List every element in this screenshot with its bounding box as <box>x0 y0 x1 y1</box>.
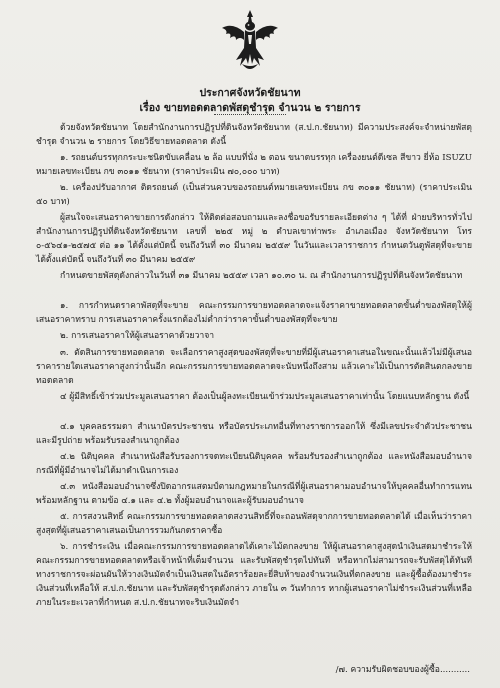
rule-4-3-paragraph: ๔.๓ หนังสือมอบอำนาจซึ่งปิดอากรแสตมป์ตามกฎหมายในกรณีที่ผู้เสนอราคามอบอำนาจให้บุคคลอื่นทำการแทนพร้อมหลักฐาน ตามข้อ ๔.๑ และ ๔.๒ ทั้งผู้มอบอำนาจและผู้รับมอบอำนาจ <box>36 482 472 506</box>
rule-2-paragraph: ๒. การเสนอราคาให้ผู้เสนอราคาด้วยวาจา <box>60 331 215 341</box>
auction-date-paragraph: กำหนดขายพัสดุดังกล่าวในวันที่ ๓๑ มีนาคม ๒๕๕๙ เวลา ๑๐.๓๐ น. ณ สำนักงานการปฏิรูปที่ดินจังหวัดชัยนาท <box>60 271 463 281</box>
document-title: ประกาศจังหวัดชัยนาท <box>199 87 301 99</box>
intro-paragraph: ด้วยจังหวัดชัยนาท โดยสำนักงานการปฏิรูปที่ดินจังหวัดชัยนาท (ส.ป.ก.ชัยนาท) มีความประสงค์จะจำหน่ายพัสดุชำรุด จำนวน ๒ รายการ โดยวิธีขายทอดตลาด ดังนี้ <box>36 123 472 147</box>
rule-3-paragraph: ๓. ตัดสินการขายทอดตลาด จะเลือกราคาสูงสุดของพัสดุที่จะขายที่มีผู้เสนอราคาเสนอในขณะนั้นแล้วไม่มีผู้เสนอราคารายใดเสนอราคาสูงกว่านั้นอีก คณะกรรมการขายทอดตลาดจะนับหนึ่งถึงสาม แล้วเคาะไม้เป็นการตัดสินตกลงขายทอดตลาด <box>36 348 472 386</box>
rule-6-paragraph: ๖. การชำระเงิน เมื่อคณะกรรมการขายทอดตลาดได้เคาะไม้ตกลงขาย ให้ผู้เสนอราคาสูงสุดนำเงินสดมาชำระให้คณะกรรมการขายทอดตลาดหรือเจ้าหน้าที่เต็มจำนวน และรับพัสดุชำรุดไปทันที หรือหากไม่สามารถจะรับพัสดุได้ทันที ทางราชการจะผ่อนผันให้วางเงินมัดจำเป็นเงินสดในอัตราร้อยละยี่สิบห้าของจำนวนเงินที่ตกลงขาย และผู้ซื้อต้องมาชำระเงินส่วนที่เหลือให้ ส.ป.ก.ชัยนาท และรับพัสดุชำรุดดังกล่าว ภายใน ๓ วันทำการ หากผู้เสนอราคาไม่ชำระเงินส่วนที่เหลือภายในระยะเวลาที่กำหนด ส.ป.ก.ชัยนาทจะริบเงินมัดจำ <box>36 542 472 608</box>
item-2-paragraph: ๒. เครื่องปรับอากาศ ติดรถยนต์ (เป็นส่วนควบของรถยนต์หมายเลขทะเบียน กข ๓๐๑๑ ชัยนาท) (ราคาประเมิน ๕๐ บาท) <box>36 183 472 207</box>
item-1-paragraph: ๑. รถยนต์บรรทุกกระบะชนิดขับเคลื่อน ๒ ล้อ แบบที่นั่ง ๒ ตอน ขนาดบรรทุก เครื่องยนต์ดีเซล สีขาว ยี่ห้อ ISUZU หมายเลขทะเบียน กข ๓๐๑๑ ชัยนาท (ราคาประเมิน ๗๐,๐๐๐ บาท) <box>36 153 472 177</box>
document-subject: เรื่อง ขายทอดตลาดพัสดุชำรุด จำนวน ๒ รายการ <box>139 102 361 114</box>
rule-1-paragraph: ๑. การกำหนดราคาพัสดุที่จะขาย คณะกรรมการขายทอดตลาดจะแจ้งราคาขายทอดตลาดขั้นต่ำของพัสดุให้ผู้เสนอราคาทราบ การเสนอราคาครั้งแรกต้องไม่ต่ำกว่าราคาขั้นต่ำของพัสดุที่จะขาย <box>36 301 472 325</box>
contact-paragraph: ผู้สนใจจะเสนอราคาขายการดังกล่าว ให้ติดต่อสอบถามและลงชื่อขอรับรายละเอียดต่าง ๆ ได้ที่ ฝ่ายบริหารทั่วไป สำนักงานการปฏิรูปที่ดินจังหวัดชัยนาท เลขที่ ๒๒๕ หมู่ ๒ ตำบลเขาท่าพระ อำเภอเมือง จังหวัดชัยนาท โทร ๐-๕๖๔๑-๒๕๗๕ ต่อ ๑๑ ได้ตั้งแต่บัดนี้ จนถึงวันที่ ๓๐ มีนาคม ๒๕๕๙ ในวันและเวลาราชการ กำหนดวันดูพัสดุที่จะขายได้ตั้งแต่บัดนี้ จนถึงวันที่ ๓๐ มีนาคม ๒๕๕๙ <box>36 213 472 265</box>
rule-4-paragraph: ๔ ผู้มีสิทธิ์เข้าร่วมประมูลเสนอราคา ต้องเป็นผู้ลงทะเบียนเข้าร่วมประมูลเสนอราคาเท่านั้น โดยแนบหลักฐาน ดังนี้ <box>60 392 470 402</box>
rule-5-paragraph: ๕. การสงวนสิทธิ์ คณะกรรมการขายทอดตลาดสงวนสิทธิ์ที่จะถอนพัสดุจากการขายทอดตลาดได้ เมื่อเห็นว่าราคาสูงสุดที่ผู้เสนอราคาเสนอเป็นการรวมกันกดราคาซื้อ <box>36 512 472 536</box>
rule-4-2-paragraph: ๔.๒ นิติบุคคล สำเนาหนังสือรับรองการจดทะเบียนนิติบุคคล พร้อมรับรองสำเนาถูกต้อง และหนังสือมอบอำนาจกรณีที่ผู้มีอำนาจไม่ได้มาดำเนินการเอง <box>36 452 472 476</box>
title-divider <box>214 114 286 115</box>
continuation-note: /๗. ความรับผิดชอบของผู้ซื้อ........... <box>335 665 470 675</box>
rule-4-1-paragraph: ๔.๑ บุคคลธรรมดา สำเนาบัตรประชาชน หรือบัตรประเภทอื่นที่ทางราชการออกให้ ซึ่งมีเลขประจำตัวประชาชนและมีรูปถ่าย พร้อมรับรองสำเนาถูกต้อง <box>36 422 472 446</box>
garuda-emblem-icon <box>218 8 282 74</box>
